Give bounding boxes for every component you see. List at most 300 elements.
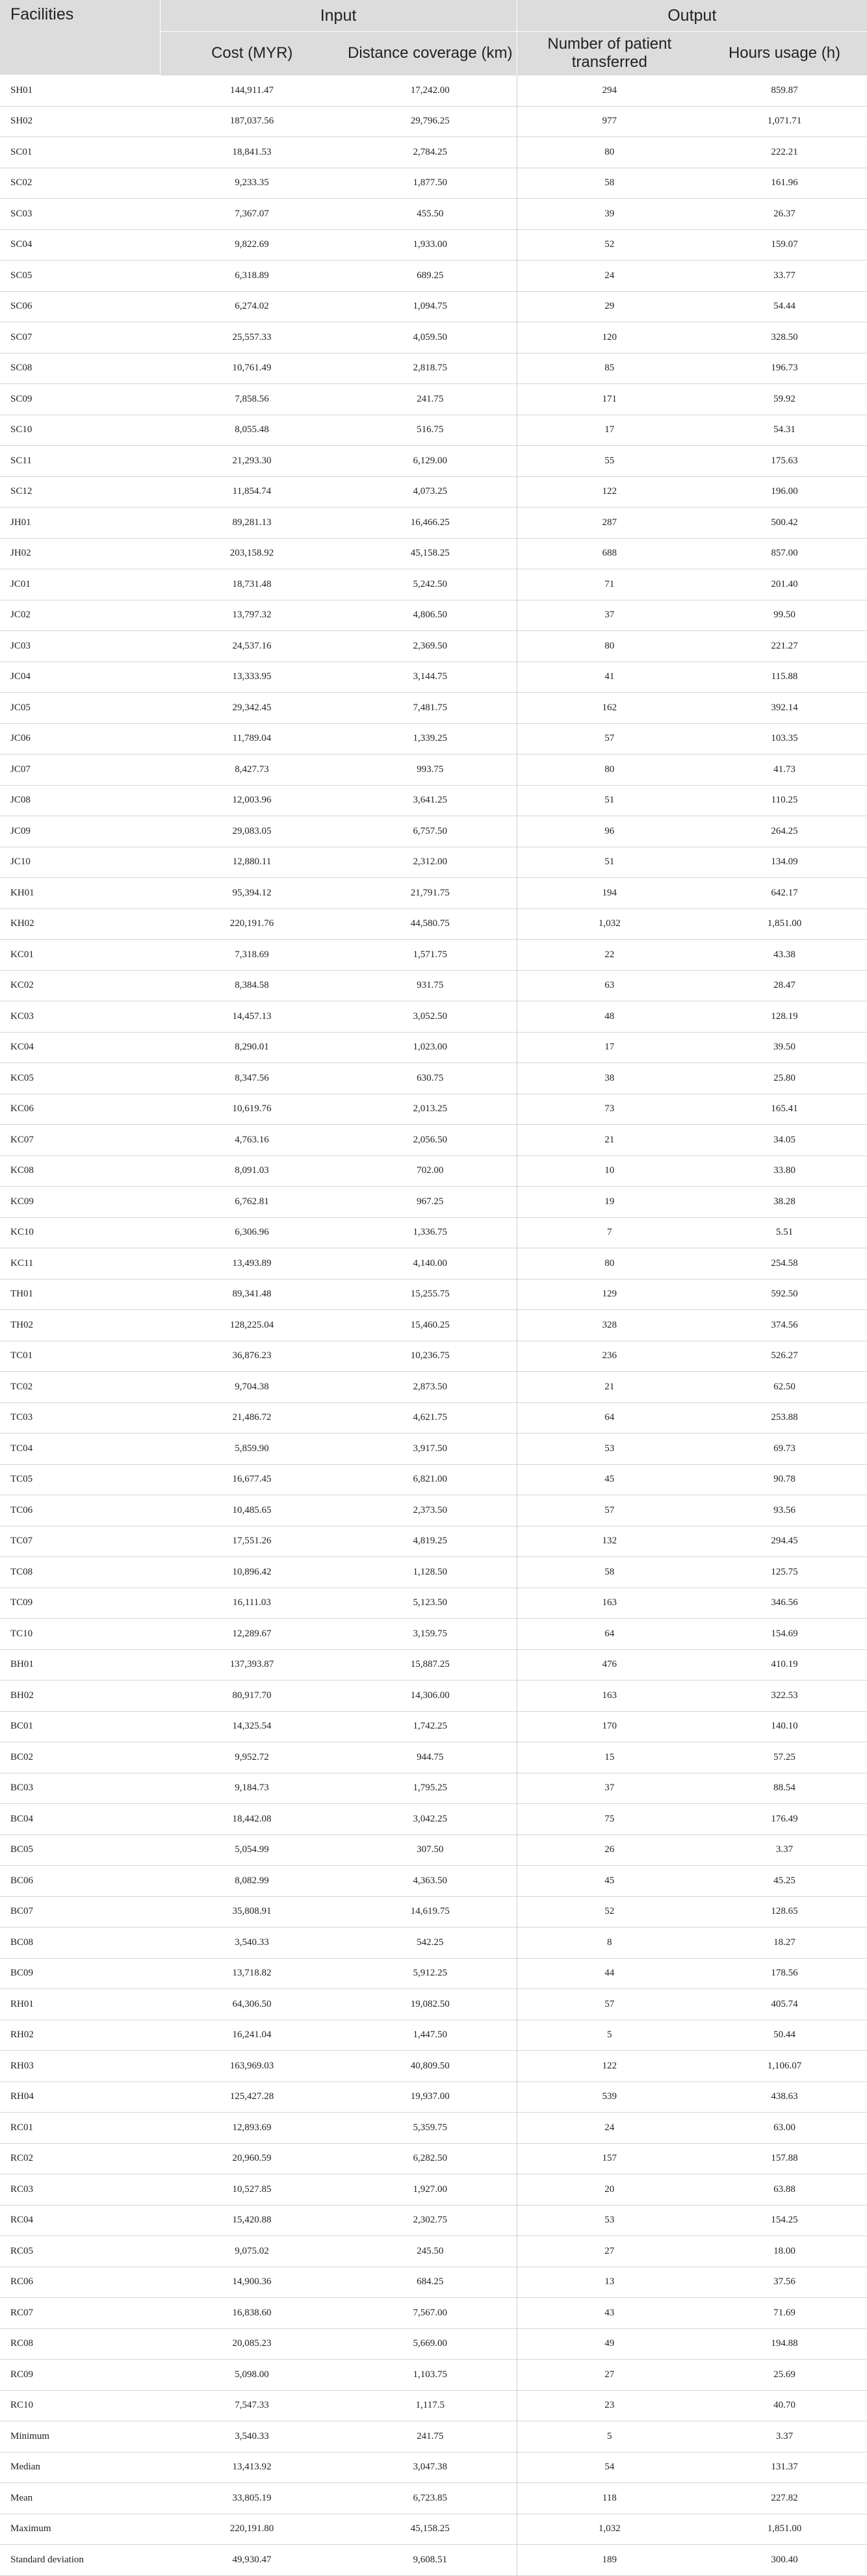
cost-header: Cost (MYR) — [160, 32, 344, 75]
hours-cell: 294.45 — [702, 1526, 867, 1557]
hours-header: Hours usage (h) — [702, 32, 867, 75]
facility-cell: SC10 — [0, 415, 160, 446]
patients-cell: 85 — [517, 353, 702, 384]
hours-cell: 157.88 — [702, 2143, 867, 2174]
distance-cell: 689.25 — [344, 261, 517, 292]
table-row — [0, 1434, 867, 1465]
table-row — [0, 1063, 867, 1094]
distance-cell: 3,052.50 — [344, 1001, 517, 1033]
table-row — [0, 2421, 867, 2453]
table-row — [0, 476, 867, 508]
facility-cell: JC06 — [0, 723, 160, 754]
cost-cell: 16,677.45 — [160, 1464, 344, 1495]
distance-cell: 4,073.25 — [344, 476, 517, 508]
cost-cell: 10,485.65 — [160, 1495, 344, 1526]
cost-cell: 6,762.81 — [160, 1187, 344, 1218]
hours-cell: 346.56 — [702, 1588, 867, 1619]
distance-cell: 5,359.75 — [344, 2113, 517, 2144]
cost-cell: 7,858.56 — [160, 384, 344, 415]
table-row — [0, 1125, 867, 1156]
hours-cell: 1,071.71 — [702, 106, 867, 137]
distance-cell: 1,339.25 — [344, 723, 517, 754]
hours-cell: 131.37 — [702, 2452, 867, 2483]
cost-cell: 13,333.95 — [160, 662, 344, 693]
distance-cell: 6,723.85 — [344, 2483, 517, 2514]
cost-cell: 33,805.19 — [160, 2483, 344, 2514]
facility-cell: Maximum — [0, 2514, 160, 2545]
facility-cell: KH02 — [0, 908, 160, 940]
hours-cell: 88.54 — [702, 1773, 867, 1804]
facility-cell: KH01 — [0, 878, 160, 909]
patients-cell: 64 — [517, 1402, 702, 1434]
table-row — [0, 1001, 867, 1033]
cost-cell: 6,274.02 — [160, 291, 344, 322]
facility-cell: TC01 — [0, 1341, 160, 1372]
hours-cell: 128.19 — [702, 1001, 867, 1033]
distance-cell: 10,236.75 — [344, 1341, 517, 1372]
patients-cell: 80 — [517, 631, 702, 662]
hours-cell: 857.00 — [702, 538, 867, 569]
facility-cell: JC02 — [0, 600, 160, 631]
distance-cell: 4,059.50 — [344, 322, 517, 354]
facility-cell: BC02 — [0, 1742, 160, 1773]
patients-cell: 26 — [517, 1835, 702, 1866]
cost-cell: 13,493.89 — [160, 1248, 344, 1280]
patients-cell: 171 — [517, 384, 702, 415]
table-row — [0, 2514, 867, 2545]
cost-cell: 220,191.80 — [160, 2514, 344, 2545]
distance-cell: 2,373.50 — [344, 1495, 517, 1526]
cost-cell: 8,055.48 — [160, 415, 344, 446]
facility-cell: KC06 — [0, 1094, 160, 1125]
cost-cell: 144,911.47 — [160, 75, 344, 107]
patients-cell: 189 — [517, 2545, 702, 2576]
cost-cell: 29,342.45 — [160, 693, 344, 724]
cost-cell: 9,822.69 — [160, 229, 344, 261]
patients-cell: 43 — [517, 2298, 702, 2329]
patients-cell: 64 — [517, 1619, 702, 1650]
distance-cell: 1,877.50 — [344, 168, 517, 199]
patients-cell: 157 — [517, 2143, 702, 2174]
distance-cell: 16,466.25 — [344, 508, 517, 539]
table-row — [0, 2236, 867, 2267]
table-row — [0, 1958, 867, 1989]
patients-cell: 1,032 — [517, 2514, 702, 2545]
cost-cell: 89,281.13 — [160, 508, 344, 539]
distance-cell: 45,158.25 — [344, 2514, 517, 2545]
hours-cell: 128.65 — [702, 1896, 867, 1927]
hours-cell: 50.44 — [702, 2020, 867, 2051]
hours-cell: 1,106.07 — [702, 2051, 867, 2082]
patients-cell: 49 — [517, 2328, 702, 2360]
distance-cell: 2,873.50 — [344, 1372, 517, 1403]
table-row — [0, 261, 867, 292]
cost-cell: 14,457.13 — [160, 1001, 344, 1033]
patients-cell: 55 — [517, 446, 702, 477]
patients-cell: 52 — [517, 1896, 702, 1927]
patients-cell: 21 — [517, 1372, 702, 1403]
facility-cell: SC06 — [0, 291, 160, 322]
table-row — [0, 816, 867, 847]
distance-cell: 516.75 — [344, 415, 517, 446]
hours-cell: 18.27 — [702, 1927, 867, 1959]
cost-cell: 95,394.12 — [160, 878, 344, 909]
facility-cell: KC11 — [0, 1248, 160, 1280]
cost-cell: 3,540.33 — [160, 1927, 344, 1959]
hours-cell: 25.69 — [702, 2360, 867, 2391]
distance-cell: 9,608.51 — [344, 2545, 517, 2576]
hours-cell: 222.21 — [702, 137, 867, 168]
patients-cell: 7 — [517, 1217, 702, 1248]
hours-cell: 69.73 — [702, 1434, 867, 1465]
table-row — [0, 1464, 867, 1495]
distance-cell: 5,912.25 — [344, 1958, 517, 1989]
cost-cell: 16,838.60 — [160, 2298, 344, 2329]
distance-cell: 3,144.75 — [344, 662, 517, 693]
table-row — [0, 1681, 867, 1712]
patients-cell: 328 — [517, 1310, 702, 1341]
table-row — [0, 1866, 867, 1897]
hours-cell: 526.27 — [702, 1341, 867, 1372]
hours-cell: 103.35 — [702, 723, 867, 754]
hours-cell: 62.50 — [702, 1372, 867, 1403]
patients-cell: 53 — [517, 1434, 702, 1465]
distance-cell: 1,933.00 — [344, 229, 517, 261]
table-row — [0, 662, 867, 693]
distance-cell: 967.25 — [344, 1187, 517, 1218]
facility-cell: SC03 — [0, 199, 160, 230]
table-row — [0, 1310, 867, 1341]
facility-cell: TC09 — [0, 1588, 160, 1619]
table-row — [0, 2483, 867, 2514]
hours-cell: 63.00 — [702, 2113, 867, 2144]
distance-cell: 542.25 — [344, 1927, 517, 1959]
hours-cell: 134.09 — [702, 847, 867, 878]
table-row — [0, 106, 867, 137]
distance-cell: 2,056.50 — [344, 1125, 517, 1156]
cost-cell: 9,704.38 — [160, 1372, 344, 1403]
facility-cell: TC03 — [0, 1402, 160, 1434]
facility-cell: SC09 — [0, 384, 160, 415]
table-row — [0, 2298, 867, 2329]
facility-cell: JC09 — [0, 816, 160, 847]
facility-cell: TC04 — [0, 1434, 160, 1465]
table-row — [0, 631, 867, 662]
distance-cell: 1,023.00 — [344, 1032, 517, 1063]
facility-cell: KC08 — [0, 1155, 160, 1187]
distance-cell: 14,306.00 — [344, 1681, 517, 1712]
distance-cell: 4,621.75 — [344, 1402, 517, 1434]
table-row — [0, 1155, 867, 1187]
hours-cell: 859.87 — [702, 75, 867, 107]
facility-cell: SC12 — [0, 476, 160, 508]
hours-cell: 110.25 — [702, 785, 867, 816]
table-row — [0, 1279, 867, 1310]
hours-cell: 39.50 — [702, 1032, 867, 1063]
patients-cell: 58 — [517, 1557, 702, 1588]
patients-cell: 122 — [517, 2051, 702, 2082]
table-row — [0, 785, 867, 816]
table-row — [0, 940, 867, 971]
hours-cell: 90.78 — [702, 1464, 867, 1495]
table-row — [0, 754, 867, 786]
facility-cell: JC07 — [0, 754, 160, 786]
table-row — [0, 2081, 867, 2113]
table-row — [0, 168, 867, 199]
cost-cell: 13,718.82 — [160, 1958, 344, 1989]
table-body — [0, 75, 867, 2576]
patients-cell: 21 — [517, 1125, 702, 1156]
facility-cell: KC01 — [0, 940, 160, 971]
distance-cell: 1,795.25 — [344, 1773, 517, 1804]
table-row — [0, 75, 867, 107]
hours-cell: 41.73 — [702, 754, 867, 786]
table-row — [0, 1402, 867, 1434]
cost-cell: 36,876.23 — [160, 1341, 344, 1372]
hours-cell: 115.88 — [702, 662, 867, 693]
facility-cell: TC06 — [0, 1495, 160, 1526]
facility-cell: BC06 — [0, 1866, 160, 1897]
table-row — [0, 446, 867, 477]
cost-cell: 5,859.90 — [160, 1434, 344, 1465]
table-row — [0, 2390, 867, 2421]
facility-cell: JC01 — [0, 569, 160, 600]
distance-cell: 4,363.50 — [344, 1866, 517, 1897]
cost-cell: 7,318.69 — [160, 940, 344, 971]
patients-cell: 1,032 — [517, 908, 702, 940]
patients-cell: 63 — [517, 970, 702, 1001]
facility-cell: TH01 — [0, 1279, 160, 1310]
distance-cell: 6,757.50 — [344, 816, 517, 847]
cost-cell: 125,427.28 — [160, 2081, 344, 2113]
table-row — [0, 1927, 867, 1959]
facility-cell: SH02 — [0, 106, 160, 137]
facility-cell: KC09 — [0, 1187, 160, 1218]
cost-cell: 9,952.72 — [160, 1742, 344, 1773]
facility-cell: TC02 — [0, 1372, 160, 1403]
facility-cell: RC01 — [0, 2113, 160, 2144]
distance-cell: 2,302.75 — [344, 2205, 517, 2236]
hours-cell: 227.82 — [702, 2483, 867, 2514]
cost-cell: 7,367.07 — [160, 199, 344, 230]
cost-cell: 8,082.99 — [160, 1866, 344, 1897]
patients-cell: 58 — [517, 168, 702, 199]
hours-cell: 140.10 — [702, 1711, 867, 1742]
table-row — [0, 2174, 867, 2206]
hours-cell: 33.77 — [702, 261, 867, 292]
patients-cell: 38 — [517, 1063, 702, 1094]
cost-cell: 8,290.01 — [160, 1032, 344, 1063]
facility-cell: SH01 — [0, 75, 160, 107]
hours-cell: 3.37 — [702, 1835, 867, 1866]
cost-cell: 10,619.76 — [160, 1094, 344, 1125]
table-row — [0, 2205, 867, 2236]
table-row — [0, 1649, 867, 1681]
distance-cell: 1,128.50 — [344, 1557, 517, 1588]
hours-cell: 33.80 — [702, 1155, 867, 1187]
hours-cell: 45.25 — [702, 1866, 867, 1897]
distance-cell: 14,619.75 — [344, 1896, 517, 1927]
table-row — [0, 508, 867, 539]
facility-cell: TC08 — [0, 1557, 160, 1588]
facility-cell: BC05 — [0, 1835, 160, 1866]
facility-cell: KC02 — [0, 970, 160, 1001]
patients-cell: 44 — [517, 1958, 702, 1989]
distance-cell: 702.00 — [344, 1155, 517, 1187]
table-row — [0, 229, 867, 261]
patients-header: Number of patient transferred — [517, 32, 702, 75]
cost-cell: 25,557.33 — [160, 322, 344, 354]
cost-cell: 18,841.53 — [160, 137, 344, 168]
patients-cell: 80 — [517, 1248, 702, 1280]
patients-cell: 129 — [517, 1279, 702, 1310]
patients-cell: 5 — [517, 2020, 702, 2051]
distance-cell: 1,571.75 — [344, 940, 517, 971]
hours-cell: 99.50 — [702, 600, 867, 631]
patients-cell: 236 — [517, 1341, 702, 1372]
patients-cell: 41 — [517, 662, 702, 693]
patients-cell: 122 — [517, 476, 702, 508]
patients-cell: 688 — [517, 538, 702, 569]
cost-cell: 18,731.48 — [160, 569, 344, 600]
table-row — [0, 2051, 867, 2082]
patients-cell: 23 — [517, 2390, 702, 2421]
cost-cell: 24,537.16 — [160, 631, 344, 662]
hours-cell: 57.25 — [702, 1742, 867, 1773]
patients-cell: 57 — [517, 723, 702, 754]
patients-cell: 5 — [517, 2421, 702, 2453]
patients-cell: 45 — [517, 1866, 702, 1897]
patients-cell: 71 — [517, 569, 702, 600]
hours-cell: 322.53 — [702, 1681, 867, 1712]
hours-cell: 254.58 — [702, 1248, 867, 1280]
distance-cell: 15,255.75 — [344, 1279, 517, 1310]
distance-cell: 2,784.25 — [344, 137, 517, 168]
distance-cell: 7,567.00 — [344, 2298, 517, 2329]
table-header — [0, 0, 867, 75]
hours-cell: 40.70 — [702, 2390, 867, 2421]
distance-cell: 684.25 — [344, 2267, 517, 2298]
table-row — [0, 1032, 867, 1063]
facility-cell: SC04 — [0, 229, 160, 261]
table-row — [0, 2267, 867, 2298]
table-row — [0, 137, 867, 168]
cost-cell: 12,289.67 — [160, 1619, 344, 1650]
table-row — [0, 2113, 867, 2144]
hours-cell: 154.25 — [702, 2205, 867, 2236]
hours-cell: 165.41 — [702, 1094, 867, 1125]
hours-cell: 161.96 — [702, 168, 867, 199]
hours-cell: 26.37 — [702, 199, 867, 230]
facility-cell: JC10 — [0, 847, 160, 878]
facility-cell: BC08 — [0, 1927, 160, 1959]
table-row — [0, 1742, 867, 1773]
patients-cell: 24 — [517, 261, 702, 292]
patients-cell: 118 — [517, 2483, 702, 2514]
distance-cell: 2,818.75 — [344, 353, 517, 384]
cost-cell: 10,761.49 — [160, 353, 344, 384]
cost-cell: 16,111.03 — [160, 1588, 344, 1619]
distance-cell: 6,129.00 — [344, 446, 517, 477]
cost-cell: 8,427.73 — [160, 754, 344, 786]
distance-cell: 2,312.00 — [344, 847, 517, 878]
facility-cell: SC05 — [0, 261, 160, 292]
patients-cell: 17 — [517, 1032, 702, 1063]
table-row — [0, 600, 867, 631]
facility-cell: SC02 — [0, 168, 160, 199]
table-row — [0, 569, 867, 600]
facility-cell: RH01 — [0, 1989, 160, 2020]
distance-cell: 7,481.75 — [344, 693, 517, 724]
cost-cell: 5,098.00 — [160, 2360, 344, 2391]
cost-cell: 220,191.76 — [160, 908, 344, 940]
cost-cell: 11,854.74 — [160, 476, 344, 508]
hours-cell: 175.63 — [702, 446, 867, 477]
facility-cell: JH02 — [0, 538, 160, 569]
cost-cell: 137,393.87 — [160, 1649, 344, 1681]
table-row — [0, 1341, 867, 1372]
patients-cell: 17 — [517, 415, 702, 446]
output-group-header: Output — [517, 0, 867, 32]
hours-cell: 28.47 — [702, 970, 867, 1001]
facility-cell: RC08 — [0, 2328, 160, 2360]
hours-cell: 1,851.00 — [702, 2514, 867, 2545]
hours-cell: 642.17 — [702, 878, 867, 909]
distance-cell: 15,887.25 — [344, 1649, 517, 1681]
cost-cell: 10,527.85 — [160, 2174, 344, 2206]
distance-cell: 3,042.25 — [344, 1804, 517, 1835]
hours-cell: 264.25 — [702, 816, 867, 847]
cost-cell: 11,789.04 — [160, 723, 344, 754]
table-row — [0, 1588, 867, 1619]
hours-cell: 5.51 — [702, 1217, 867, 1248]
patients-cell: 13 — [517, 2267, 702, 2298]
distance-cell: 4,819.25 — [344, 1526, 517, 1557]
hours-cell: 34.05 — [702, 1125, 867, 1156]
hours-cell: 201.40 — [702, 569, 867, 600]
table-row — [0, 1835, 867, 1866]
distance-cell: 1,117.5 — [344, 2390, 517, 2421]
hours-cell: 37.56 — [702, 2267, 867, 2298]
facility-cell: KC04 — [0, 1032, 160, 1063]
cost-cell: 16,241.04 — [160, 2020, 344, 2051]
hours-cell: 410.19 — [702, 1649, 867, 1681]
hours-cell: 176.49 — [702, 1804, 867, 1835]
table-row — [0, 970, 867, 1001]
facility-cell: BC03 — [0, 1773, 160, 1804]
cost-cell: 6,318.89 — [160, 261, 344, 292]
patients-cell: 39 — [517, 199, 702, 230]
facility-cell: BH01 — [0, 1649, 160, 1681]
hours-cell: 54.44 — [702, 291, 867, 322]
patients-cell: 539 — [517, 2081, 702, 2113]
facility-cell: JC08 — [0, 785, 160, 816]
hours-cell: 500.42 — [702, 508, 867, 539]
cost-cell: 20,085.23 — [160, 2328, 344, 2360]
cost-cell: 20,960.59 — [160, 2143, 344, 2174]
distance-cell: 2,013.25 — [344, 1094, 517, 1125]
table-row — [0, 1773, 867, 1804]
distance-cell: 3,047.38 — [344, 2452, 517, 2483]
patients-cell: 19 — [517, 1187, 702, 1218]
cost-cell: 12,880.11 — [160, 847, 344, 878]
patients-cell: 163 — [517, 1681, 702, 1712]
distance-cell: 1,094.75 — [344, 291, 517, 322]
facility-cell: TC07 — [0, 1526, 160, 1557]
cost-cell: 80,917.70 — [160, 1681, 344, 1712]
patients-cell: 57 — [517, 1989, 702, 2020]
facility-cell: RC03 — [0, 2174, 160, 2206]
